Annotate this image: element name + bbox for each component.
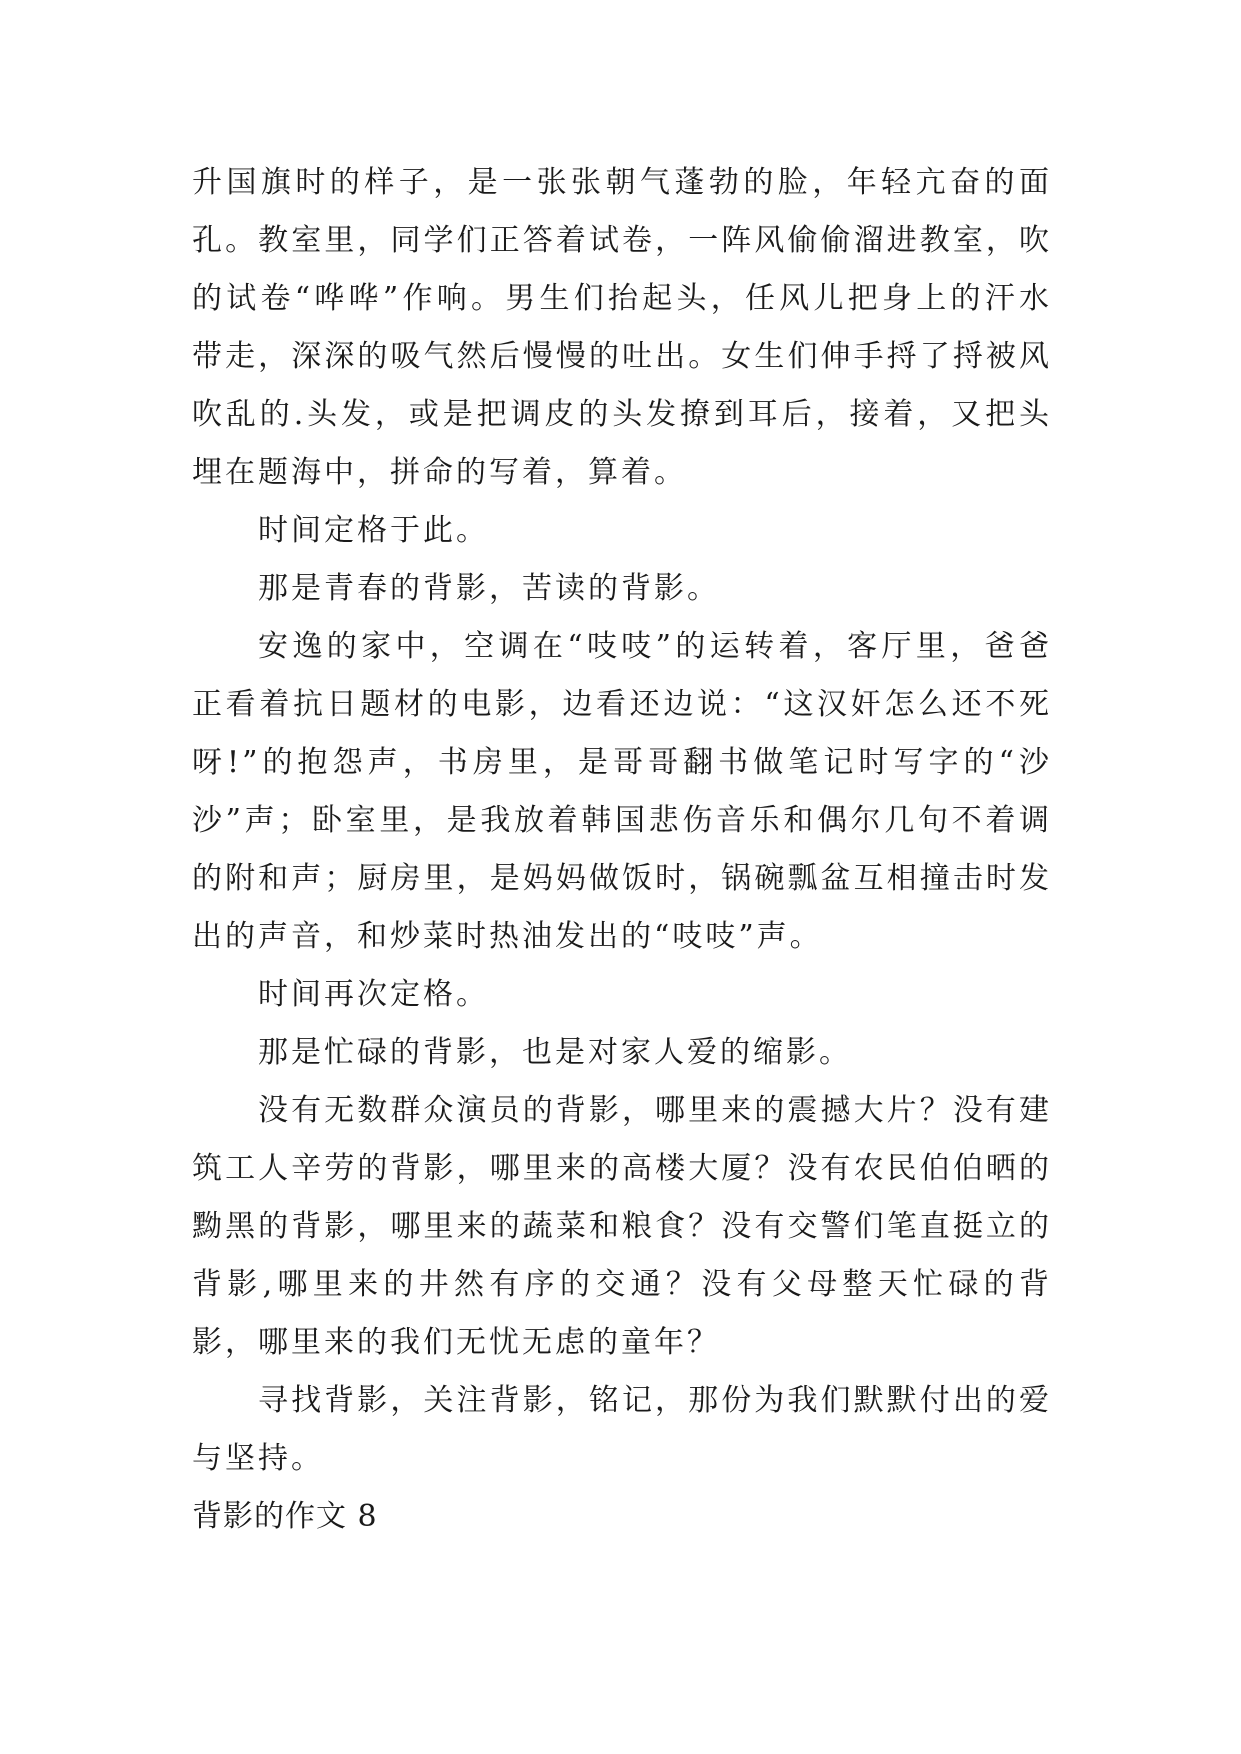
document-body [192, 154, 1052, 1546]
section-heading: 背影的作文 8 [192, 1499, 378, 1534]
paragraph-home-scene: 安逸的家中，空调在“吱吱”的运转着，客厅里，爸爸正看着抗日题材的电影，边看还边说：“这汉奸怎么还不死呀!”的抱怨声，书房里，是哥哥翻书做笔记时写字的“沙沙”声；卧室里，是我放着韩国悲伤音乐和偶尔几句不着调的附和声；厨房里，是妈妈做饭时，锅碗瓢盆互相撞击时发出的声音，和炒菜时热油发出的“吱吱”声。 [192, 629, 1052, 954]
paragraph-time-freeze: 时间定格于此。 [258, 513, 489, 548]
paragraph-youth-silhouette: 那是青春的背影，苦读的背影。 [258, 571, 720, 606]
paragraph-conclusion: 寻找背影，关注背影，铭记，那份为我们默默付出的爱与坚持。 [192, 1383, 1052, 1476]
paragraph-busy-silhouette: 那是忙碌的背影，也是对家人爱的缩影。 [258, 1035, 852, 1070]
paragraph-continuation: 升国旗时的样子，是一张张朝气蓬勃的脸，年轻亢奋的面孔。教室里，同学们正答着试卷，一阵风偷偷溜进教室，吹的试卷“哗哗”作响。男生们抬起头，任风儿把身上的汗水带走，深深的吸气然后慢慢的吐出。女生们伸手捋了捋被风吹乱的.头发，或是把调皮的头发撩到耳后，接着，又把头埋在题海中，拼命的写着，算着。 [192, 165, 1052, 490]
paragraph-without-silhouettes: 没有无数群众演员的背影，哪里来的震撼大片？没有建筑工人辛劳的背影，哪里来的高楼大厦？没有农民伯伯晒的黝黑的背影，哪里来的蔬菜和粮食？没有交警们笔直挺立的背影,哪里来的井然有序的交通？没有父母整天忙碌的背影，哪里来的我们无忧无虑的童年？ [192, 1093, 1052, 1360]
paragraph-time-freeze-again: 时间再次定格。 [258, 977, 489, 1012]
